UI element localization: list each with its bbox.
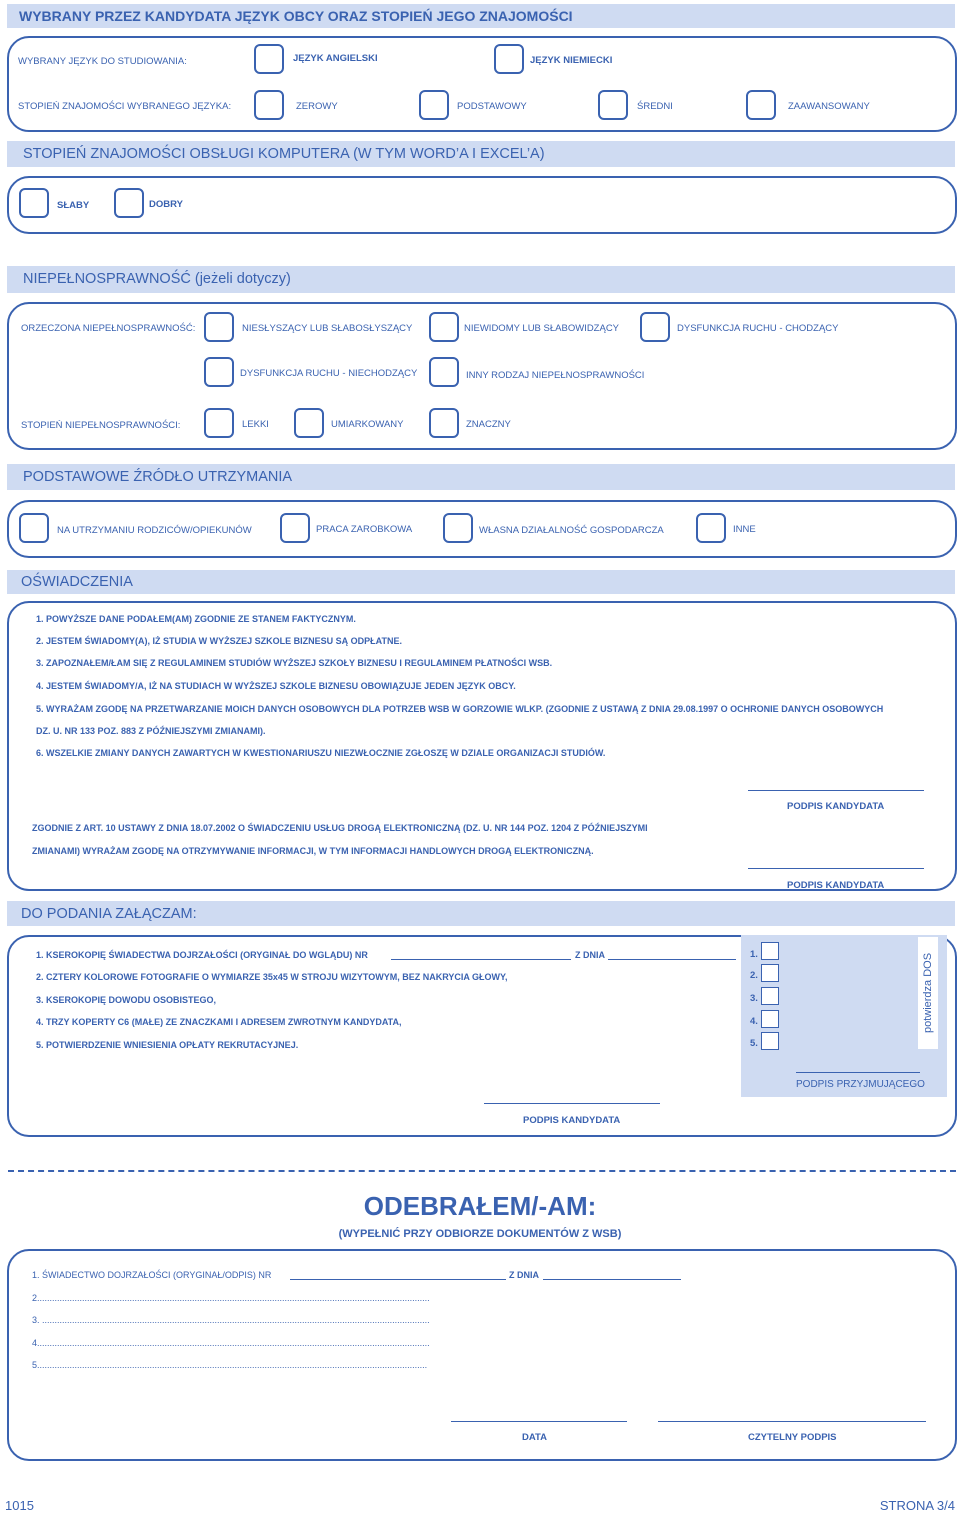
checkbox-paid-work[interactable] [280,513,310,543]
dos-checkbox-1[interactable] [761,942,779,960]
consent-line-1: ZGODNIE Z ART. 10 USTAWY Z DNIA 18.07.2002 O ŚWIADCZENIU USŁUG DROGĄ ELEKTRONICZNĄ (DZ. U. NR 144 POZ. 1204 Z PÓŹNIEJSZYMI [32,823,648,833]
dos-label: potwierdza DOS [922,952,934,1034]
checkbox-non-walking[interactable] [204,357,234,387]
received-date-line[interactable] [543,1279,681,1280]
blind-label: NIEWIDOMY LUB SŁABOWIDZĄCY [464,323,620,334]
checkbox-degree-mild[interactable] [204,408,234,438]
checkbox-deaf[interactable] [204,312,234,342]
section-header-language [7,4,955,28]
dos-check-number-5: 5. [750,1038,758,1049]
section-header-disability [7,266,955,293]
checkbox-computer-weak[interactable] [19,188,49,218]
language-panel [7,36,957,132]
attachment-2: 2. CZTERY KOLOROWE FOTOGRAFIE O WYMIARZE 35x45 W STROJU WIZYTOWYM, BEZ NAKRYCIA GŁOWY, [36,972,508,982]
receiver-signature-label: PODPIS PRZYJMUJĄCEGO [796,1079,925,1090]
signature-line [748,868,924,869]
checkbox-own-business[interactable] [443,513,473,543]
section-header-computer [7,141,955,167]
attachment-4: 4. TRZY KOPERTY C6 (MAŁE) ZE ZNACZKAMI I ADRESEM ZWROTNYM KANDYDATA, [36,1017,402,1027]
checkbox-blind[interactable] [429,312,459,342]
checkbox-english[interactable] [254,44,284,74]
checkbox-german[interactable] [494,44,524,74]
parents-support-label: NA UTRZYMANIU RODZICÓW/OPIEKUNÓW [57,525,252,536]
non-walking-label: DYSFUNKCJA RUCHU - NIECHODZĄCY [240,368,418,379]
chosen-language-label: WYBRANY JĘZYK DO STUDIOWANIA: [18,56,187,67]
checkbox-degree-moderate[interactable] [294,408,324,438]
signature-line [748,790,924,791]
dos-check-number-4: 4. [750,1016,758,1027]
attachment-1-date-label: Z DNIA [575,950,605,960]
disability-degree-label: STOPIEŃ NIEPEŁNOSPRAWNOŚCI: [21,420,181,431]
dos-check-number-1: 1. [750,949,758,960]
checkbox-other-disability[interactable] [429,357,459,387]
certificate-number-line[interactable] [391,959,571,960]
statement-3: 3. ZAPOZNAŁEM/ŁAM SIĘ Z REGULAMINEM STUDIÓW WYŻSZEJ SZKOŁY BIZNESU I REGULAMINEM PŁATNOŚCI WSB. [36,658,553,668]
dos-checkbox-5[interactable] [761,1032,779,1050]
attachment-5: 5. POTWIERDZENIE WNIESIENIA OPŁATY REKRUTACYJNEJ. [36,1040,299,1050]
attachment-1-label: 1. KSEROKOPIĘ ŚWIADECTWA DOJRZAŁOŚCI (ORYGINAŁ DO WGLĄDU) NR [36,950,368,960]
computer-good-label: DOBRY [149,199,183,210]
received-subtitle: (WYPEŁNIĆ PRZY ODBIORZE DOKUMENTÓW Z WSB) [338,1228,622,1240]
option-german-label: JĘZYK NIEMIECKI [530,55,613,66]
statement-5-continued: DZ. U. NR 133 POZ. 883 Z PÓŹNIEJSZYMI ZMIANAMI). [36,726,266,736]
received-number-line[interactable] [290,1279,506,1280]
checkbox-degree-severe[interactable] [429,408,459,438]
section-title: OŚWIADCZENIA [21,574,133,590]
level-zero-label: ZEROWY [296,101,338,112]
received-item-5: 5............................................................................................................................................................ [32,1360,428,1370]
attachments-candidate-signature: PODPIS KANDYDATA [523,1115,621,1126]
statement-4: 4. JESTEM ŚWIADOMY/A, IŻ NA STUDIACH W WYŻSZEJ SZKOLE BIZNESU OBOWIĄZUJE JEDEN JĘZYK OBCY. [36,681,516,691]
attachment-3: 3. KSEROKOPIĘ DOWODU OSOBISTEGO, [36,995,217,1005]
received-item-4: 4............................................................................................................................................................. [32,1338,430,1348]
section-title: STOPIEŃ ZNAJOMOŚCI OBSŁUGI KOMPUTERA (W TYM WORD’A I EXCEL’A) [23,146,545,162]
option-english-label: JĘZYK ANGIELSKI [293,53,378,64]
language-level-label: STOPIEŃ ZNAJOMOŚCI WYBRANEGO JĘZYKA: [18,101,232,112]
candidate-signature-label-2: PODPIS KANDYDATA [787,880,885,891]
received-item-3: 3. ........................................................................................................................................................... [32,1315,430,1325]
checkbox-level-basic[interactable] [419,90,449,120]
walking-label: DYSFUNKCJA RUCHU - CHODZĄCY [677,323,839,334]
document-code: 1015 [5,1498,34,1513]
other-income-label: INNE [733,524,756,535]
degree-mild-label: LEKKI [242,419,269,430]
deaf-label: NIESŁYSZĄCY LUB SŁABOSŁYSZĄCY [242,323,413,334]
date-line [451,1421,627,1422]
checkbox-computer-good[interactable] [114,188,144,218]
degree-moderate-label: UMIARKOWANY [331,419,404,430]
dos-checkbox-2[interactable] [761,964,779,982]
received-title: ODEBRAŁEM/-AM: [363,1191,597,1221]
section-header-attachments [7,901,955,926]
section-title: NIEPEŁNOSPRAWNOŚĆ (jeżeli dotyczy) [23,271,291,287]
computer-weak-label: SŁABY [57,200,90,211]
statement-1: 1. POWYŻSZE DANE PODAŁEM(AM) ZGODNIE ZE STANEM FAKTYCZNYM. [36,614,356,624]
dos-check-number-3: 3. [750,993,758,1004]
candidate-signature-line [484,1103,660,1104]
certified-disability-label: ORZECZONA NIEPEŁNOSPRAWNOŚĆ: [21,323,196,334]
checkbox-level-intermediate[interactable] [598,90,628,120]
own-business-label: WŁASNA DZIAŁALNOŚĆ GOSPODARCZA [479,525,664,536]
section-header-statements [7,570,955,594]
checkbox-walking[interactable] [640,312,670,342]
cut-line [8,1170,956,1172]
dos-check-number-2: 2. [750,970,758,981]
checkbox-level-advanced[interactable] [746,90,776,120]
date-label: DATA [522,1432,547,1443]
statement-2: 2. JESTEM ŚWIADOMY(A), IŻ STUDIA W WYŻSZEJ SZKOLE BIZNESU SĄ ODPŁATNE. [36,636,403,646]
other-disability-label: INNY RODZAJ NIEPEŁNOSPRAWNOŚCI [466,370,645,381]
section-title: WYBRANY PRZEZ KANDYDATA JĘZYK OBCY ORAZ STOPIEŃ JEGO ZNAJOMOŚCI [19,8,573,24]
received-panel [7,1249,957,1461]
checkbox-level-zero[interactable] [254,90,284,120]
section-header-income [7,464,955,490]
checkbox-other-income[interactable] [696,513,726,543]
section-title: PODSTAWOWE ŹRÓDŁO UTRZYMANIA [23,469,293,485]
dos-label-box [918,937,938,1049]
dos-checkbox-3[interactable] [761,987,779,1005]
dos-checkbox-4[interactable] [761,1010,779,1028]
certificate-date-line[interactable] [608,959,736,960]
level-intermediate-label: ŚREDNI [637,101,673,112]
checkbox-parents-support[interactable] [19,513,49,543]
readable-signature-label: CZYTELNY PODPIS [748,1432,837,1443]
statement-6: 6. WSZELKIE ZMIANY DANYCH ZAWARTYCH W KWESTIONARIUSZU NIEZWŁOCZNIE ZGŁOSZĘ W DZIALE ORGANIZACJI STUDIÓW. [36,748,606,758]
section-title: DO PODANIA ZAŁĄCZAM: [21,906,197,922]
signature-line [658,1421,926,1422]
level-basic-label: PODSTAWOWY [457,101,527,112]
received-item-1-label: 1. ŚWIADECTWO DOJRZAŁOŚCI (ORYGINAŁ/ODPIS) NR [32,1270,272,1280]
degree-severe-label: ZNACZNY [466,419,511,430]
received-item-1-date-label: Z DNIA [509,1270,539,1280]
consent-line-2: ZMIANAMI) WYRAŻAM ZGODĘ NA OTRZYMYWANIE INFORMACJI, W TYM INFORMACJI HANDLOWYCH DROGĄ ELEKTRONICZNĄ. [32,846,594,856]
page-number: STRONA 3/4 [879,1498,955,1513]
statement-5: 5. WYRAŻAM ZGODĘ NA PRZETWARZANIE MOICH DANYCH OSOBOWYCH DLA POTRZEB WSB W GORZOWIE WLKP. (ZGODNIE Z USTAWĄ Z DNIA 29.08.1997 O OCHRONIE DANYCH OSOBOWYCH [36,704,884,714]
paid-work-label: PRACA ZAROBKOWA [316,524,413,535]
received-item-2: 2............................................................................................................................................................. [32,1293,430,1303]
candidate-signature-label: PODPIS KANDYDATA [787,801,885,812]
level-advanced-label: ZAAWANSOWANY [788,101,870,112]
receiver-signature-line [796,1072,920,1073]
